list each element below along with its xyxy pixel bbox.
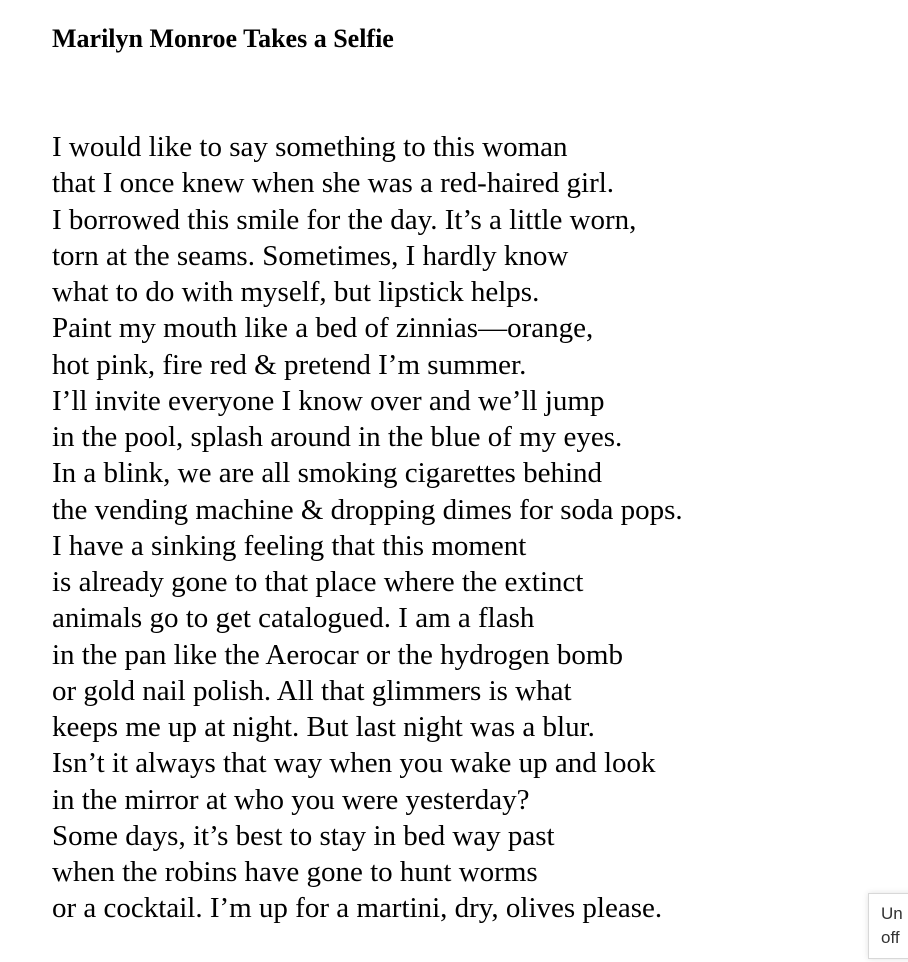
poem-line: Paint my mouth like a bed of zinnias—orange, xyxy=(52,312,594,345)
poem-line: or a cocktail. I’m up for a martini, dry, olives please. xyxy=(52,892,663,925)
poem-line: I would like to say something to this woman xyxy=(52,131,568,163)
poem-title: Marilyn Monroe Takes a Selfie xyxy=(52,24,394,53)
poem-line: or gold nail polish. All that glimmers is what xyxy=(52,674,572,707)
poem-line: the vending machine & dropping dimes for soda pops. xyxy=(52,493,683,526)
poem-line: I have a sinking feeling that this moment xyxy=(52,529,527,562)
poem-body xyxy=(52,129,683,927)
poem-line: I’ll invite everyone I know over and we’ll jump xyxy=(52,384,605,417)
poem-line: Isn’t it always that way when you wake up and look xyxy=(52,747,656,780)
poem-line: torn at the seams. Sometimes, I hardly know xyxy=(52,239,569,272)
poem-line: what to do with myself, but lipstick helps. xyxy=(52,276,540,308)
poem-line: when the robins have gone to hunt worms xyxy=(52,856,538,888)
poem-line: in the pan like the Aerocar or the hydrogen bomb xyxy=(52,638,623,671)
partial-popup[interactable] xyxy=(868,893,908,959)
poem-line: in the pool, splash around in the blue of my eyes. xyxy=(52,421,623,453)
poem-line: in the mirror at who you were yesterday? xyxy=(52,783,530,816)
poem-line: I borrowed this smile for the day. It’s a little worn, xyxy=(52,203,637,236)
poem-line: Some days, it’s best to stay in bed way past xyxy=(52,819,555,852)
poem-line: that I once knew when she was a red-haired girl. xyxy=(52,167,615,200)
poem-line: hot pink, fire red & pretend I’m summer. xyxy=(52,348,527,381)
popup-text-line-1: Un xyxy=(881,904,903,923)
poem-line: animals go to get catalogued. I am a flash xyxy=(52,602,535,635)
poem-line: is already gone to that place where the extinct xyxy=(52,566,584,598)
popup-text-line-2: off xyxy=(881,928,900,947)
poem-line: In a blink, we are all smoking cigarettes behind xyxy=(52,457,603,490)
poem-line: keeps me up at night. But last night was a blur. xyxy=(52,711,595,743)
